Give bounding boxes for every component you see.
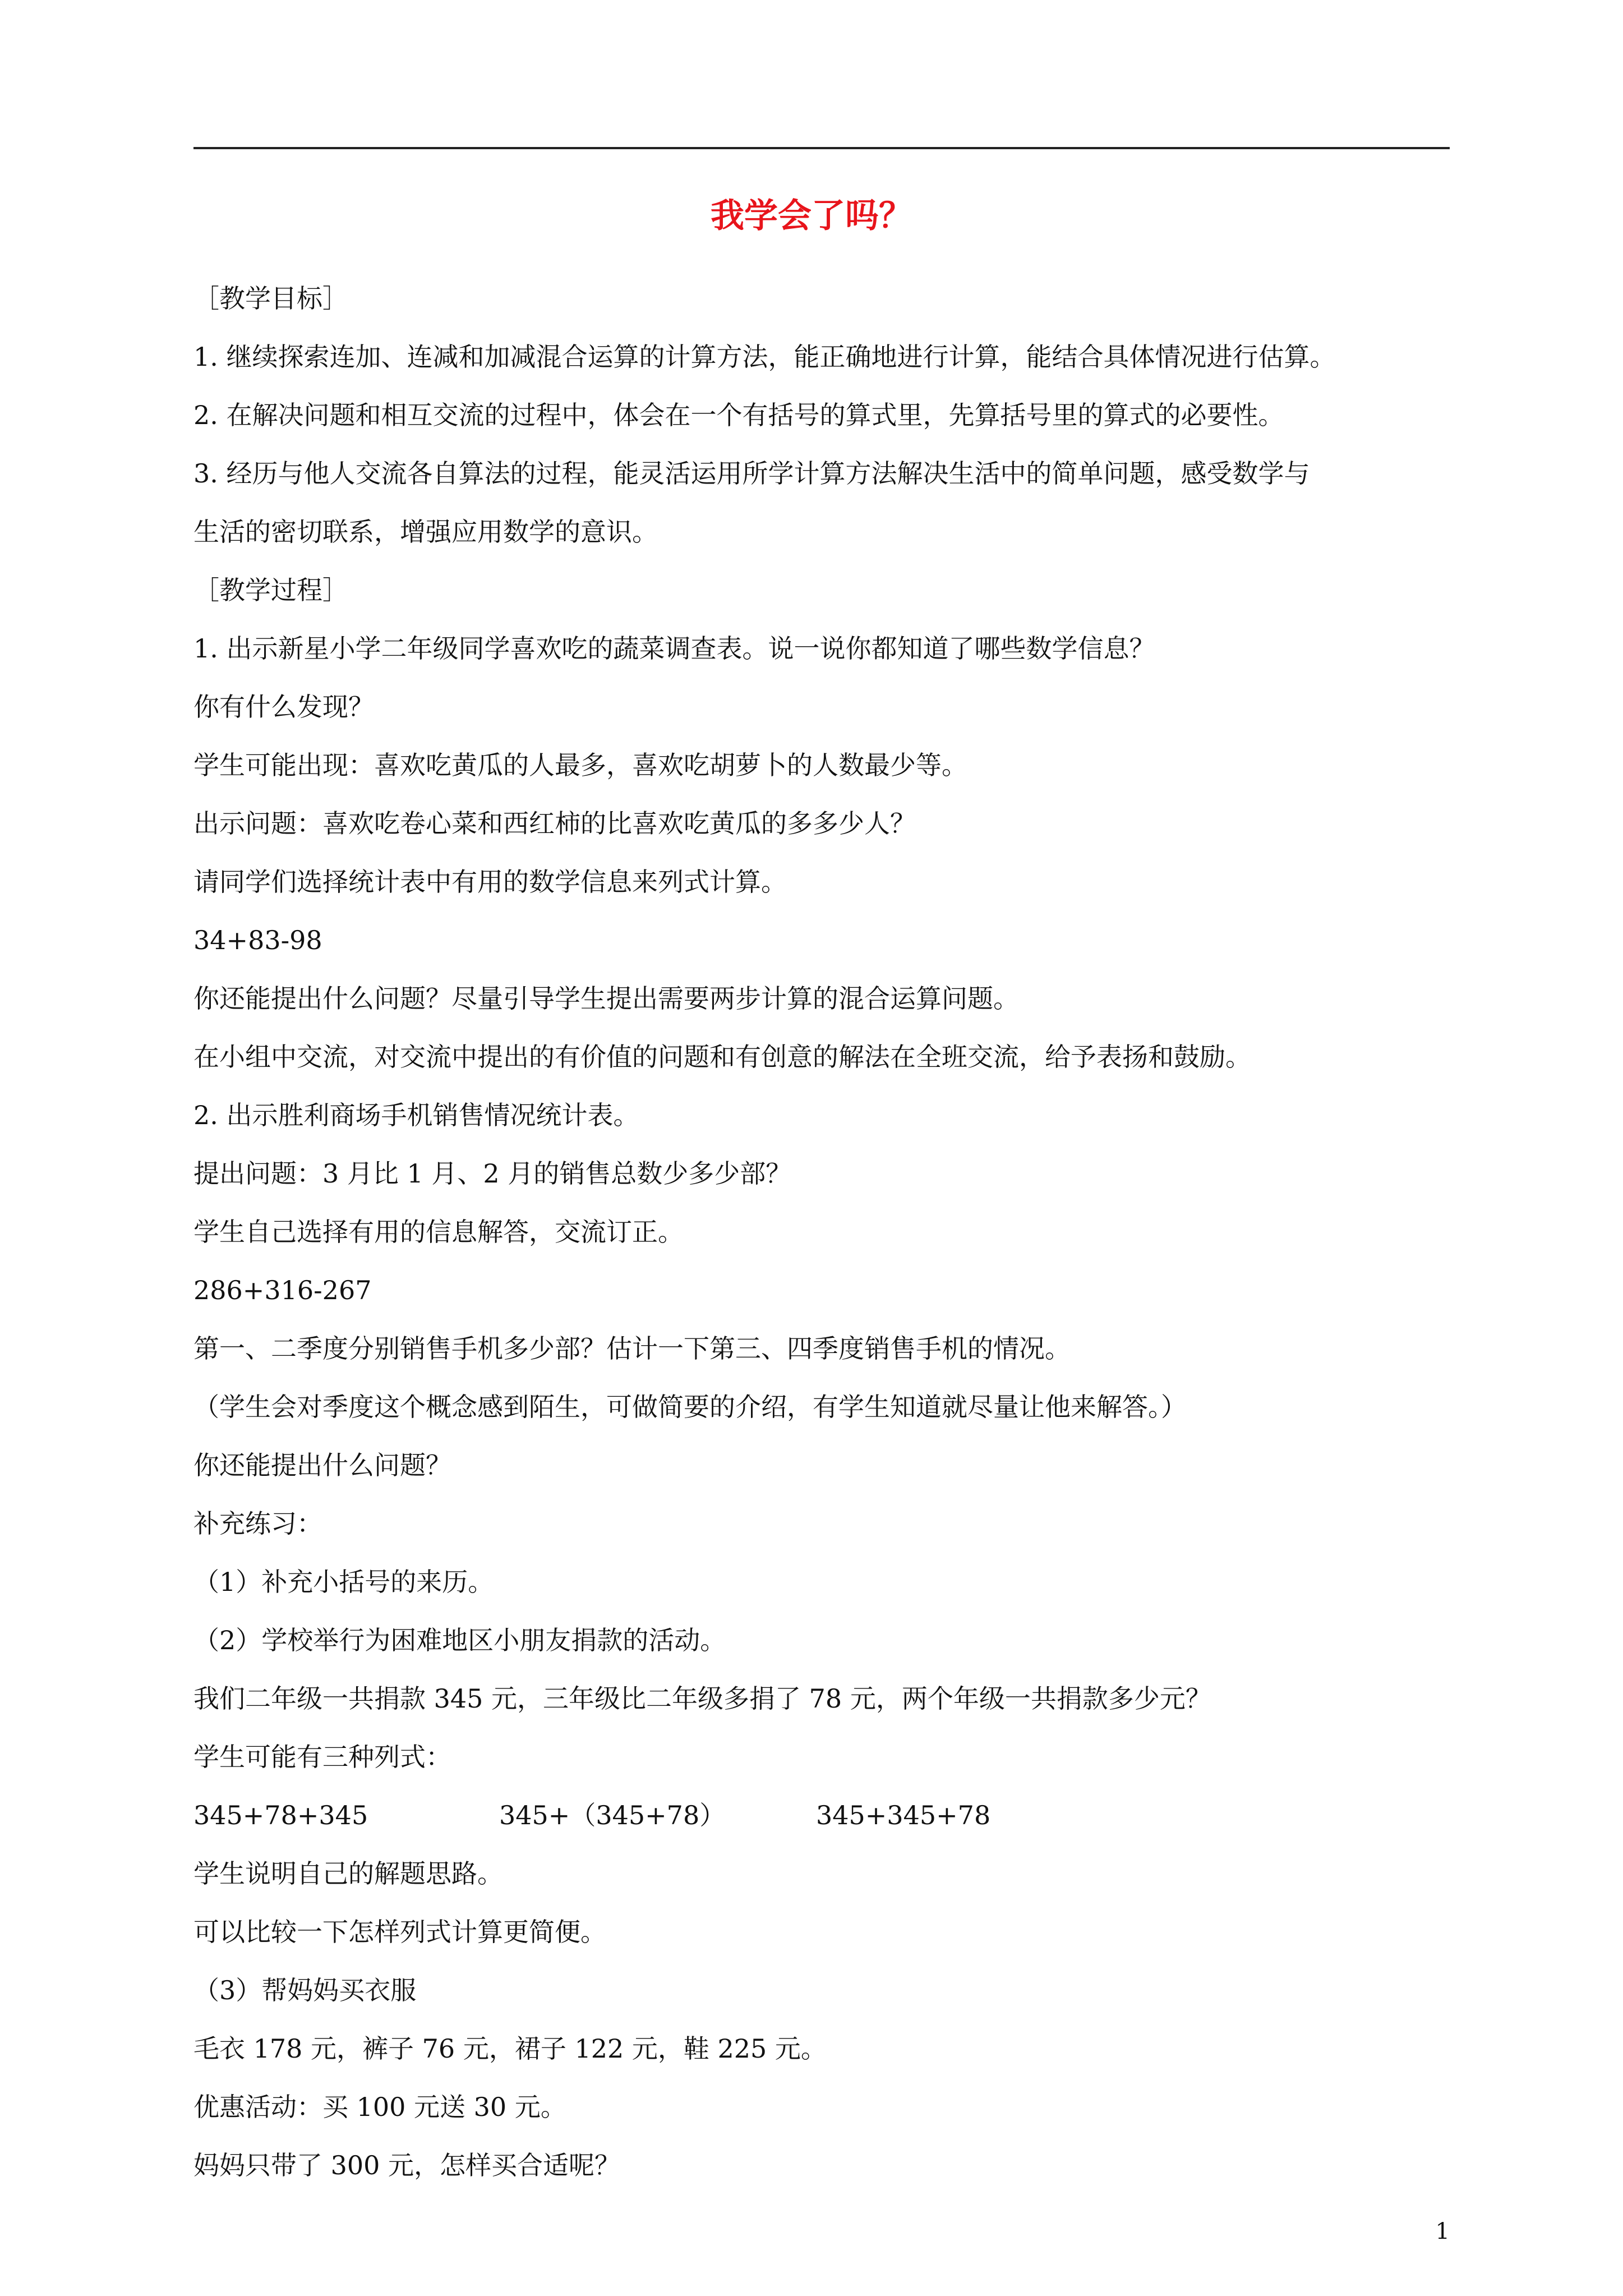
document-title: 我学会了吗？ bbox=[711, 196, 912, 236]
process-line: 出示问题：喜欢吃卷心菜和西红柿的比喜欢吃黄瓜的多多少人？ bbox=[193, 808, 916, 839]
process-line: 学生可能有三种列式： bbox=[193, 1742, 451, 1772]
process-line: 1. 出示新星小学二年级同学喜欢吃的蔬菜调查表。说一说你都知道了哪些数学信息？ bbox=[193, 633, 1155, 664]
objective-line: 1. 继续探索连加、连减和加减混合运算的计算方法，能正确地进行计算，能结合具体情况进行估算。 bbox=[193, 342, 1336, 372]
process-line: （2）学校举行为困难地区小朋友捐款的活动。 bbox=[193, 1625, 726, 1655]
document-body bbox=[193, 269, 1450, 2194]
process-line: 在小组中交流，对交流中提出的有价值的问题和有创意的解法在全班交流，给予表扬和鼓励。 bbox=[193, 1042, 1251, 1072]
after-line: 学生说明自己的解题思路。 bbox=[193, 1858, 503, 1889]
process-line: 你还能提出什么问题？尽量引导学生提出需要两步计算的混合运算问题。 bbox=[193, 983, 1019, 1014]
process-line: 286+316-267 bbox=[193, 1275, 372, 1305]
page-number: 1 bbox=[1435, 2219, 1450, 2244]
header-rule bbox=[193, 147, 1450, 149]
process-line: 提出问题：3 月比 1 月、2 月的销售总数少多少部？ bbox=[193, 1158, 792, 1189]
process-line: 你还能提出什么问题？ bbox=[193, 1450, 451, 1480]
process-line: 请同学们选择统计表中有用的数学信息来列式计算。 bbox=[193, 867, 787, 897]
process-heading: ［教学过程］ bbox=[193, 575, 348, 605]
process-line: （学生会对季度这个概念感到陌生，可做简要的介绍，有学生知道就尽量让他来解答。） bbox=[193, 1392, 1187, 1422]
formula-1: 345+78+345 bbox=[193, 1800, 368, 1830]
after-line: 优惠活动：买 100 元送 30 元。 bbox=[193, 2092, 566, 2122]
process-line: 第一、二季度分别销售手机多少部？估计一下第三、四季度销售手机的情况。 bbox=[193, 1333, 1071, 1364]
process-line: 你有什么发现？ bbox=[193, 692, 374, 722]
formula-3: 345+345+78 bbox=[816, 1800, 991, 1830]
objectives-heading: ［教学目标］ bbox=[193, 283, 348, 314]
after-line: 毛衣 178 元，裤子 76 元，裙子 122 元，鞋 225 元。 bbox=[193, 2033, 827, 2064]
objective-line: 生活的密切联系，增强应用数学的意识。 bbox=[193, 517, 658, 547]
after-line: 可以比较一下怎样列式计算更简便。 bbox=[193, 1917, 606, 1947]
formula-row bbox=[193, 1786, 1450, 1844]
objective-line: 2. 在解决问题和相互交流的过程中，体会在一个有括号的算式里，先算括号里的算式的必要性。 bbox=[193, 400, 1284, 430]
after-line: （3）帮妈妈买衣服 bbox=[193, 1975, 417, 2005]
objective-line: 3. 经历与他人交流各自算法的过程，能灵活运用所学计算方法解决生活中的简单问题，感受数学与 bbox=[193, 458, 1310, 489]
process-line: （1）补充小括号的来历。 bbox=[193, 1567, 494, 1597]
process-line: 学生自己选择有用的信息解答，交流订正。 bbox=[193, 1217, 684, 1247]
process-line: 2. 出示胜利商场手机销售情况统计表。 bbox=[193, 1100, 639, 1130]
process-line: 补充练习： bbox=[193, 1508, 322, 1539]
formula-2: 345+（345+78） bbox=[499, 1800, 726, 1830]
process-line: 34+83-98 bbox=[193, 925, 322, 955]
after-line: 妈妈只带了 300 元，怎样买合适呢？ bbox=[193, 2150, 621, 2180]
process-line: 学生可能出现：喜欢吃黄瓜的人最多，喜欢吃胡萝卜的人数最少等。 bbox=[193, 750, 967, 780]
process-line: 我们二年级一共捐款 345 元，三年级比二年级多捐了 78 元，两个年级一共捐款多少元？ bbox=[193, 1683, 1211, 1714]
